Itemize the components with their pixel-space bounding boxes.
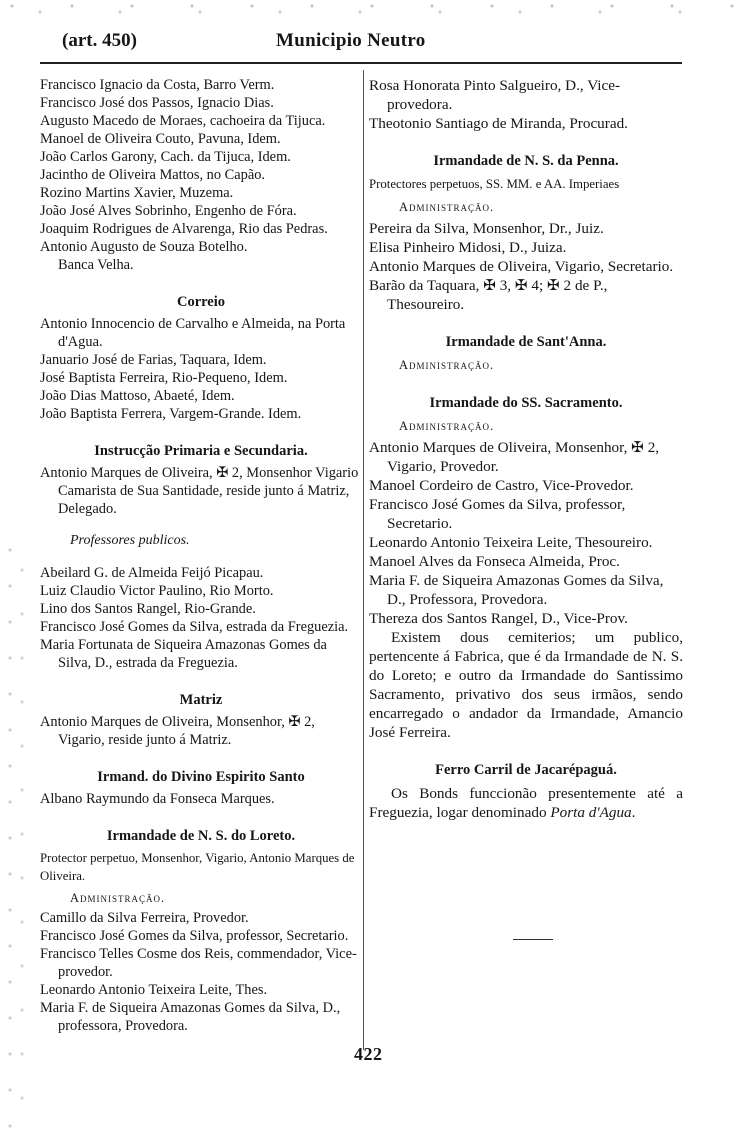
list-item: Francisco José Gomes da Silva, professor, Secretario. — [40, 928, 349, 944]
header-rule — [40, 62, 682, 64]
list-item: Thereza dos Santos Rangel, D., Vice-Prov. — [369, 610, 628, 627]
section-heading: Matriz — [179, 692, 223, 708]
article-ref: (art. 450) — [62, 30, 137, 51]
section-heading: Correio — [176, 294, 226, 310]
administration-label: Administração. — [399, 200, 495, 214]
list-item: Antonio Marques de Oliveira, Vigario, Secretario. — [369, 258, 674, 275]
list-item: Camillo da Silva Ferreira, Provedor. — [40, 910, 249, 926]
section-heading: Irmandade do SS. Sacramento. — [429, 395, 623, 411]
list-item: João José Alves Sobrinho, Engenho de Fóra. — [40, 203, 297, 219]
list-item: Manoel de Oliveira Couto, Pavuna, Idem. — [40, 131, 281, 147]
list-item: Maria F. de Siqueira Amazonas Gomes da Silva, D., professora, Provedora. — [40, 1000, 341, 1034]
list-item: Francisco José dos Passos, Ignacio Dias. — [40, 95, 274, 111]
paragraph: Existem dous cemiterios; um publico, pertencente á Fabrica, que é da Irmandade de N. S. do Loreto; e outro da Irmandade do Santissimo Sacramento, privativo dos seus irmãos, sendo encarregado o andador da Irmandade, Amancio José Ferreira. — [369, 629, 683, 741]
list-item: Antonio Innocencio de Carvalho e Almeida, na Porta d'Agua. — [40, 316, 346, 350]
list-item: Antonio Augusto de Souza Botelho. — [40, 239, 248, 255]
scan-noise-top — [0, 0, 747, 30]
section-heading: Irmandade de N. S. do Loreto. — [106, 828, 296, 844]
list-item: José Baptista Ferreira, Rio-Pequeno, Idem. — [40, 370, 288, 386]
list-item: Joaquim Rodrigues de Alvarenga, Rio das Pedras. — [40, 221, 328, 237]
list-item: Manoel Cordeiro de Castro, Vice-Provedor. — [369, 477, 634, 494]
list-item: Maria F. de Siqueira Amazonas Gomes da Silva, D., Professora, Provedora. — [369, 572, 664, 608]
list-item: Rosa Honorata Pinto Salgueiro, D., Vice-provedora. — [369, 77, 621, 113]
list-item: Francisco Telles Cosme dos Reis, commendador, Vice-provedor. — [40, 946, 357, 980]
list-item: João Dias Mattoso, Abaeté, Idem. — [40, 388, 235, 404]
list-item: Augusto Macedo de Moraes, cachoeira da Tijuca. — [40, 113, 326, 129]
page-header — [62, 30, 702, 56]
administration-label: Administração. — [70, 891, 166, 905]
subsection-label: Professores publicos. — [70, 533, 190, 548]
place-name: Porta d'Agua — [550, 804, 632, 821]
paragraph-tail: . — [631, 804, 636, 821]
section-heading: Irmand. do Divino Espirito Santo — [97, 769, 305, 785]
list-item: João Carlos Garony, Cach. da Tijuca, Idem. — [40, 149, 291, 165]
page-title: Municipio Neutro — [276, 30, 426, 51]
column-divider — [363, 70, 364, 1050]
list-item: Leonardo Antonio Teixeira Leite, Thes. — [40, 982, 268, 998]
section-heading: Instrucção Primaria e Secundaria. — [94, 443, 308, 459]
list-item: Maria Fortunata de Siqueira Amazonas Gomes da Silva, D., estrada da Freguezia. — [40, 637, 327, 671]
protector-note: Protector perpetuo, Monsenhor, Vigario, Antonio Marques de Oliveira. — [40, 851, 355, 883]
list-item: Antonio Marques de Oliveira, Monsenhor, ✠ 2, Vigario, Provedor. — [369, 439, 660, 475]
list-item: Albano Raymundo da Fonseca Marques. — [40, 791, 275, 807]
list-item: Elisa Pinheiro Midosi, D., Juiza. — [369, 239, 567, 256]
list-item: Theotonio Santiago de Miranda, Procurad. — [369, 115, 628, 132]
administration-label: Administração. — [399, 419, 495, 433]
paragraph — [369, 784, 683, 822]
list-item: Banca Velha. — [58, 257, 134, 273]
list-item: Luiz Claudio Victor Paulino, Rio Morto. — [40, 583, 274, 599]
list-item: Rozino Martins Xavier, Muzema. — [40, 185, 234, 201]
list-item: Januario José de Farias, Taquara, Idem. — [40, 352, 267, 368]
scan-noise-left — [0, 540, 34, 1140]
administration-label: Administração. — [399, 358, 495, 372]
list-item: Abeilard G. de Almeida Feijó Picapau. — [40, 565, 264, 581]
protector-note: Protectores perpetuos, SS. MM. e AA. Imperiaes — [369, 177, 620, 191]
right-column — [369, 76, 683, 822]
list-item: Jacintho de Oliveira Mattos, no Capão. — [40, 167, 266, 183]
section-heading: Ferro Carril de Jacarépaguá. — [435, 762, 617, 778]
list-item: Francisco José Gomes da Silva, estrada da Freguezia. — [40, 619, 349, 635]
paragraph-text: Os Bonds funccionão presentemente até a Freguezia, logar denominado — [369, 785, 683, 821]
list-item: Barão da Taquara, ✠ 3, ✠ 4; ✠ 2 de P., Thesoureiro. — [369, 277, 608, 313]
list-item: Francisco José Gomes da Silva, professor, Secretario. — [369, 496, 626, 532]
section-heading: Irmandade de Sant'Anna. — [445, 334, 607, 350]
section-heading: Irmandade de N. S. da Penna. — [433, 153, 619, 169]
list-item: João Baptista Ferrera, Vargem-Grande. Idem. — [40, 406, 302, 422]
left-column — [40, 76, 362, 1035]
list-item: Antonio Marques de Oliveira, ✠ 2, Monsenhor Vigario Camarista de Sua Santidade, reside junto á Matriz, Delegado. — [40, 465, 359, 517]
list-item: Francisco Ignacio da Costa, Barro Verm. — [40, 77, 275, 93]
section-end-rule — [513, 939, 553, 940]
list-item: Pereira da Silva, Monsenhor, Dr., Juiz. — [369, 220, 604, 237]
list-item: Antonio Marques de Oliveira, Monsenhor, ✠ 2, Vigario, reside junto á Matriz. — [40, 714, 315, 748]
list-item: Lino dos Santos Rangel, Rio-Grande. — [40, 601, 256, 617]
list-item: Manoel Alves da Fonseca Almeida, Proc. — [369, 553, 620, 570]
page-number: 422 — [354, 1044, 383, 1064]
list-item: Leonardo Antonio Teixeira Leite, Thesoureiro. — [369, 534, 653, 551]
